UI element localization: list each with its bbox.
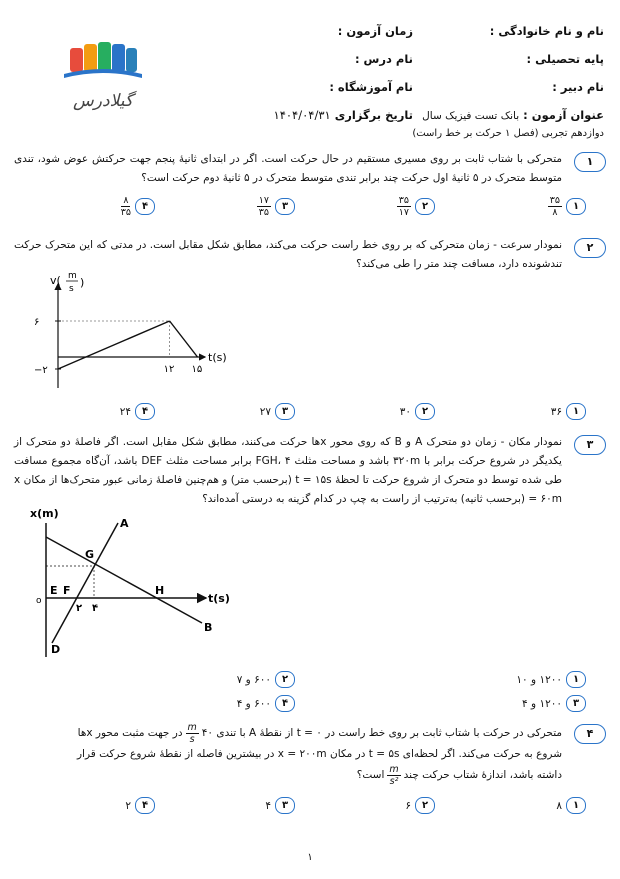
- label-b: B: [204, 621, 213, 634]
- q3-option-2[interactable]: [237, 671, 295, 688]
- velocity-segment-1: [58, 321, 170, 369]
- origin-label: o: [36, 596, 42, 606]
- option-number: ۳: [275, 198, 295, 215]
- question-text: متحرکی در حرکت با شتاب ثابت بر روی خط راست در t = ۰ از نقطهٔ A با تندی ۴۰ $\frac{m}{s}$ در جهت مثبت محور xها شروع به حرکت می‌کند. اگر لحظه‌ای t = ۵s در مکان x = ۲۰۰m در بیشترین فاصله از نقطهٔ شروع حرکت قرار داشته باشد، اندازهٔ شتاب حرکت چند $\frac{m}{\text{s²}}$ است؟: [76, 722, 562, 787]
- exam-date-label: تاریخ برگزاری: [334, 108, 413, 122]
- tick-2: ۲: [76, 603, 83, 614]
- question-text: نمودار مکان - زمان دو متحرک A و B که روی محور xها حرکت می‌کنند، مطابق شکل مقابل است. اگر فاصلهٔ دو متحرک از یکدیگر در شروع حرکت برابر با ۳۲۰m باشد و مساحت مثلث FGH، ۴ برابر مساحت مثلث DEF باشد، آن‌گاه مجموع مسافت طی شده توسط دو متحرک از شروع حرکت تا لحظهٔ t = ۱۵s (برحسب متر) و هم‌چنین فاصلهٔ زمانی عبور متحرک‌ها از مکان x = ۶۰m (برحسب ثانیه) به‌ترتیب از راست به چپ در کدام گزینه به درستی آمده‌اند؟: [14, 436, 563, 505]
- option-number: ۱: [566, 671, 586, 688]
- option-number: ۴: [135, 797, 155, 814]
- option-text: ۲۷: [259, 405, 271, 418]
- option-number: ۲: [275, 671, 295, 688]
- option-text: ۸: [556, 799, 562, 812]
- option-text: ۲: [125, 799, 131, 812]
- q1-option-3[interactable]: [257, 195, 295, 218]
- x-tick-label: ۱۵: [191, 364, 203, 375]
- logo-text: گیلادرس: [73, 91, 133, 111]
- page-number: ۱: [307, 852, 313, 863]
- question-number: ۴: [574, 724, 606, 744]
- option-number: ۱: [566, 198, 586, 215]
- q2-option-1[interactable]: [551, 403, 586, 420]
- option-fraction: $\frac{۱۷}{۳۵}$: [258, 195, 269, 218]
- logo-books-icon: [58, 38, 148, 118]
- option-number: ۴: [275, 695, 295, 712]
- q2-option-3[interactable]: [260, 403, 295, 420]
- option-number: ۱: [566, 797, 586, 814]
- option-fraction: $\frac{۸}{۳۵}$: [120, 195, 131, 218]
- x-axis-label: x(m): [30, 507, 59, 520]
- grade-label: پایه تحصیلی :: [526, 52, 604, 66]
- student-name-label: نام و نام خانوادگی :: [489, 24, 604, 38]
- option-fraction: $\frac{۳۵}{۱۷}$: [398, 195, 409, 218]
- option-number: ۲: [415, 198, 435, 215]
- exam-time-label: زمان آزمون :: [337, 24, 413, 38]
- q4-option-4[interactable]: [125, 797, 155, 814]
- question-number: ۱: [574, 152, 606, 172]
- option-text: ۶۰۰ و ۷: [236, 673, 271, 686]
- question-number: ۳: [574, 435, 606, 455]
- question-number: ۲: [574, 238, 606, 258]
- option-text: ۳۶: [550, 405, 562, 418]
- option-text: ۳۰: [399, 405, 411, 418]
- y-axis-label-prefix: v(: [50, 274, 61, 287]
- question-1: [14, 150, 606, 230]
- option-number: ۳: [566, 695, 586, 712]
- velocity-plot: [34, 317, 202, 376]
- x-tick-label: ۱۲: [163, 364, 175, 375]
- question-text: متحرکی با شتاب ثابت بر روی مسیری مستقیم در حال حرکت است. اگر در ابتدای ثانیهٔ پنجم جهت حرکتش عوض شود، تندی متوسط متحرک در ۵ ثانیهٔ اول حرکت چند برابر تندی متوسط متحرک در ۵ ثانیهٔ دوم حرکت است؟: [14, 153, 562, 184]
- exam-date: [274, 108, 413, 122]
- label-h: H: [155, 584, 165, 597]
- exam-subtitle: دوازدهم تجربی (فصل ۱ حرکت بر خط راست): [412, 128, 604, 139]
- exam-title-value: بانک تست فیزیک سال: [422, 110, 520, 122]
- option-text: ۱۲۰۰ و ۱۰: [516, 673, 562, 686]
- option-number: ۴: [135, 198, 155, 215]
- y-axis-label-top: m: [68, 271, 77, 281]
- question-text: نمودار سرعت - زمان متحرکی که بر روی خط راست حرکت می‌کند، مطابق شکل مقابل است. در مدتی که این متحرک حرکت تندشونده دارد، مسافت چند متر را طی می‌کند؟: [14, 239, 562, 270]
- option-text: ۱۲۰۰ و ۴: [522, 697, 562, 710]
- q4-option-2[interactable]: [405, 797, 435, 814]
- y-tick-label: ۶: [34, 317, 40, 328]
- q1-option-4[interactable]: [121, 195, 155, 218]
- q2-option-4[interactable]: [120, 403, 155, 420]
- course-label: نام درس :: [354, 52, 413, 66]
- label-d: D: [51, 643, 61, 656]
- question-3: [14, 433, 606, 513]
- teacher-label: نام دبیر :: [552, 80, 604, 94]
- label-g: G: [85, 548, 95, 561]
- q2-option-2[interactable]: [400, 403, 435, 420]
- q3-option-3[interactable]: [522, 695, 586, 712]
- position-time-graph: [22, 505, 242, 665]
- option-text: ۴: [265, 799, 271, 812]
- option-number: ۲: [415, 403, 435, 420]
- exam-title: [422, 108, 604, 122]
- velocity-segment-2: [170, 321, 198, 357]
- q1-option-1[interactable]: [548, 195, 586, 218]
- tick-4: ۴: [92, 603, 99, 614]
- option-text: ۶: [405, 799, 411, 812]
- option-number: ۳: [275, 403, 295, 420]
- t-axis-label: t(s): [208, 592, 230, 605]
- x-axis-label: t(s): [208, 351, 227, 364]
- q4-option-3[interactable]: [265, 797, 295, 814]
- y-axis-label-bottom: s: [69, 284, 74, 294]
- q4-option-1[interactable]: [556, 797, 586, 814]
- label-a: A: [120, 517, 129, 530]
- option-fraction: $\frac{۳۵}{۸}$: [549, 195, 560, 218]
- q1-option-2[interactable]: [397, 195, 435, 218]
- svg-text:): ): [80, 276, 85, 289]
- logo: [58, 38, 148, 118]
- q3-option-1[interactable]: [516, 671, 586, 688]
- y-tick-label: −۲: [34, 365, 48, 376]
- velocity-time-graph: [20, 270, 240, 395]
- label-e: E: [50, 584, 58, 597]
- option-number: ۲: [415, 797, 435, 814]
- exam-title-label: عنوان آزمون :: [523, 108, 604, 122]
- exam-date-value: ۱۴۰۴/۰۴/۳۱: [273, 108, 331, 122]
- q3-option-4[interactable]: [237, 695, 295, 712]
- school-label: نام آموزشگاه :: [329, 80, 413, 94]
- option-number: ۱: [566, 403, 586, 420]
- line-a: [52, 523, 118, 643]
- question-4: [14, 722, 606, 792]
- option-text: ۶۰۰ و ۴: [236, 697, 271, 710]
- option-text: ۲۴: [119, 405, 131, 418]
- label-f: F: [63, 584, 71, 597]
- option-number: ۳: [275, 797, 295, 814]
- option-number: ۴: [135, 403, 155, 420]
